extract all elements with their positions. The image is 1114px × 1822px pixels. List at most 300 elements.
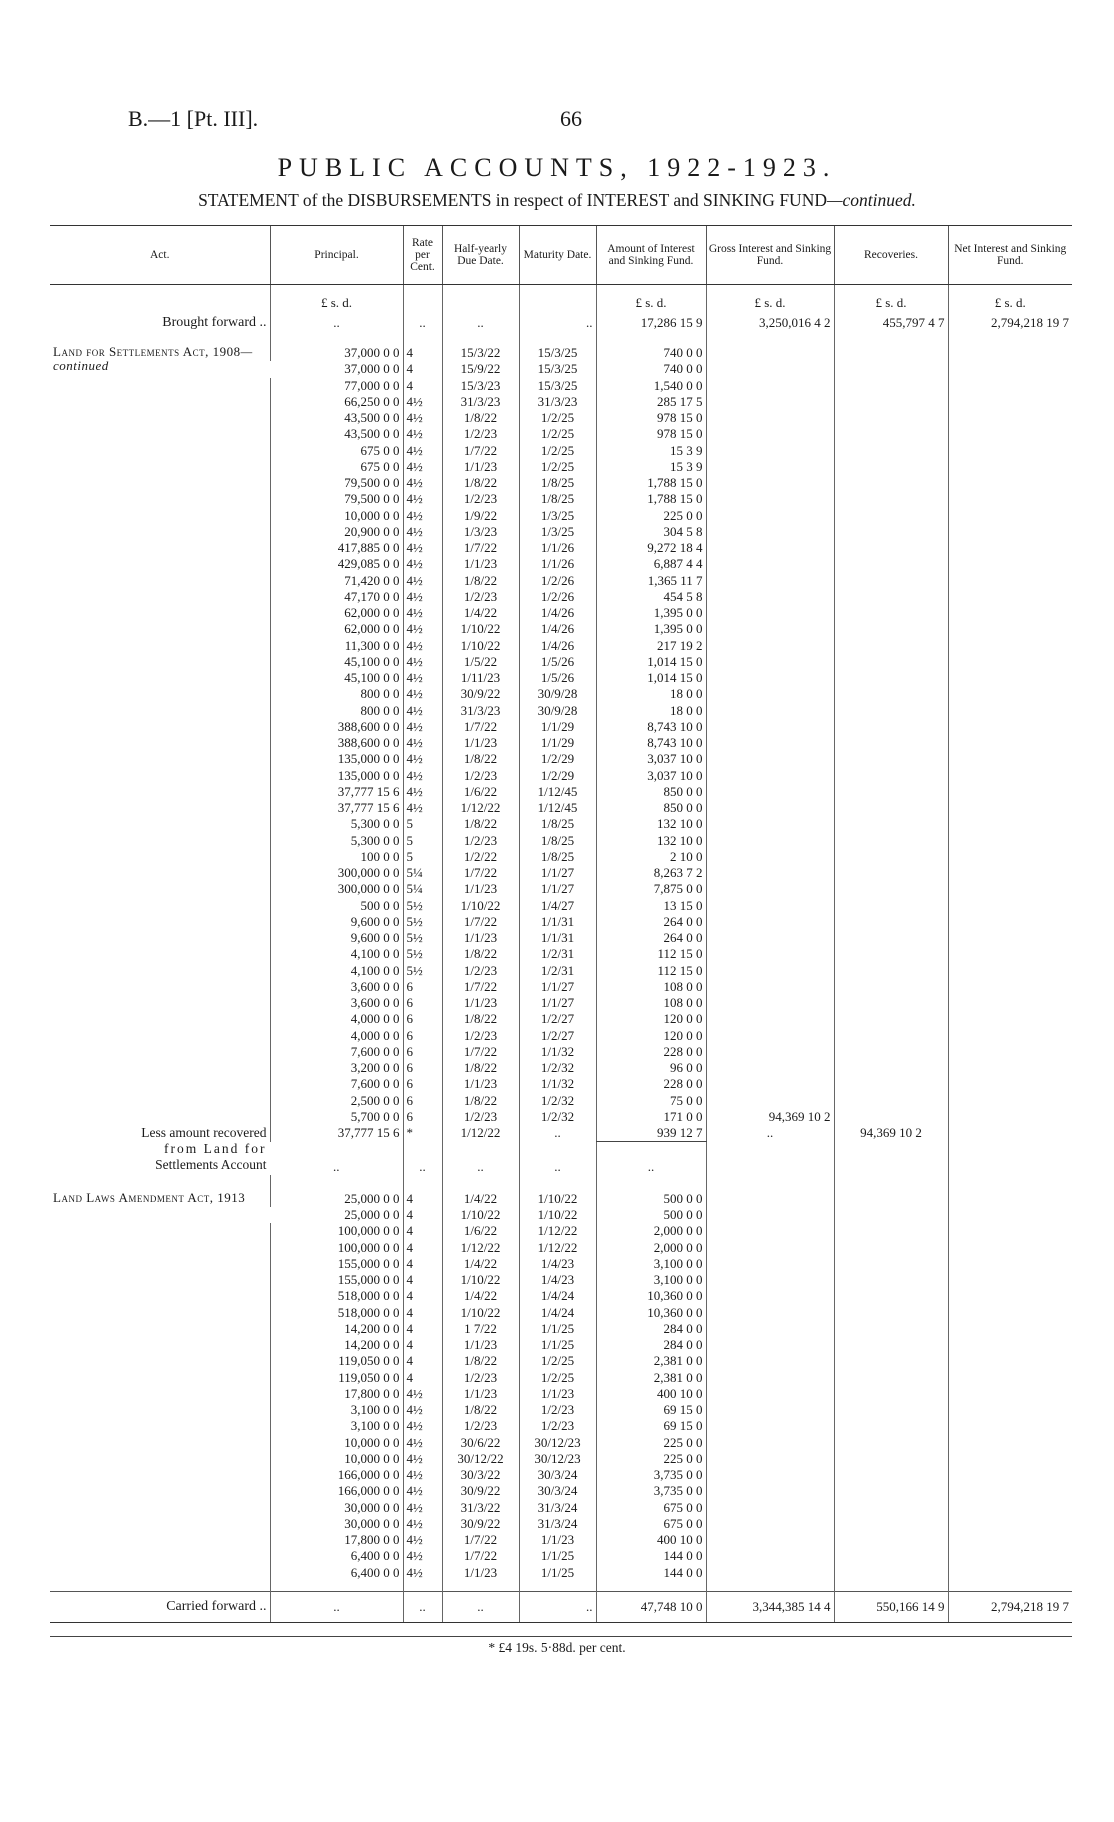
principal-cell: 675 0 0: [270, 443, 403, 459]
act-name-text: Land for Settlements Act, 1908: [53, 344, 241, 359]
table-row: [50, 459, 1072, 475]
principal-cell: 25,000 0 0: [270, 1191, 403, 1207]
table-row: [50, 735, 1072, 751]
amount-cell: 225 0 0: [596, 1451, 706, 1467]
rate-cell: 4½: [403, 1532, 442, 1548]
maturity-cell: 1/2/26: [519, 589, 596, 605]
rate-cell: 4½: [403, 459, 442, 475]
principal-cell: 37,777 15 6: [270, 800, 403, 816]
maturity-cell: 1/4/27: [519, 898, 596, 914]
table-row: [50, 1548, 1072, 1564]
half-yearly-cell: 1/2/23: [442, 1370, 519, 1386]
cf-half: ..: [442, 1591, 519, 1622]
amount-cell: 1,365 11 7: [596, 573, 706, 589]
half-yearly-cell: 1/7/22: [442, 1532, 519, 1548]
table-row: [50, 1402, 1072, 1418]
table-row: [50, 816, 1072, 832]
subtitle-continued: —continued.: [826, 190, 916, 210]
principal-cell: 43,500 0 0: [270, 410, 403, 426]
principal-cell: 4,000 0 0: [270, 1028, 403, 1044]
gross-subtotal: 94,369 10 2: [706, 1109, 834, 1125]
half-yearly-cell: 1/7/22: [442, 540, 519, 556]
half-yearly-cell: 1/10/22: [442, 638, 519, 654]
principal-cell: 3,600 0 0: [270, 979, 403, 995]
half-yearly-cell: 1/2/23: [442, 491, 519, 507]
amount-cell: 7,875 0 0: [596, 881, 706, 897]
maturity-cell: 1/1/26: [519, 556, 596, 572]
amount-cell: 1,014 15 0: [596, 670, 706, 686]
half-yearly-cell: 1/12/22: [442, 1240, 519, 1256]
subtitle-main: STATEMENT of the DISBURSEMENTS in respect of INTEREST and SINKING FUND: [198, 190, 827, 210]
half-yearly-cell: 1/11/23: [442, 670, 519, 686]
amount-cell: 75 0 0: [596, 1093, 706, 1109]
amount-cell: 3,735 0 0: [596, 1467, 706, 1483]
amount-cell: 2,381 0 0: [596, 1353, 706, 1369]
maturity-cell: 1/1/25: [519, 1548, 596, 1564]
less-gross: ..: [706, 1125, 834, 1142]
maturity-cell: 30/12/23: [519, 1451, 596, 1467]
rate-cell: 4½: [403, 589, 442, 605]
rate-cell: 4½: [403, 686, 442, 702]
table-row: [50, 394, 1072, 410]
principal-cell: 17,800 0 0: [270, 1386, 403, 1402]
bf-half: ..: [442, 313, 519, 335]
half-yearly-cell: 1/9/22: [442, 508, 519, 524]
page-subtitle: [0, 190, 1114, 211]
maturity-cell: 1/3/25: [519, 524, 596, 540]
principal-cell: 5,300 0 0: [270, 833, 403, 849]
bottom-rule: [50, 1636, 1072, 1637]
principal-cell: 14,200 0 0: [270, 1337, 403, 1353]
bf-maturity: ..: [519, 313, 596, 335]
rate-cell: 5¼: [403, 881, 442, 897]
principal-cell: 7,600 0 0: [270, 1044, 403, 1060]
rate-cell: 4½: [403, 1565, 442, 1581]
less-recovered-label: [50, 1125, 270, 1175]
maturity-cell: 1/2/26: [519, 573, 596, 589]
principal-cell: 37,777 15 6: [270, 784, 403, 800]
half-yearly-cell: 1/1/23: [442, 930, 519, 946]
rate-cell: 6: [403, 1093, 442, 1109]
maturity-cell: 1/2/27: [519, 1011, 596, 1027]
table-row: [50, 1256, 1072, 1272]
principal-cell: 675 0 0: [270, 459, 403, 475]
maturity-cell: 1/1/32: [519, 1076, 596, 1092]
principal-cell: 119,050 0 0: [270, 1353, 403, 1369]
amount-cell: 132 10 0: [596, 816, 706, 832]
principal-cell: 71,420 0 0: [270, 573, 403, 589]
half-yearly-cell: 15/3/22: [442, 345, 519, 361]
table-row: [50, 1223, 1072, 1239]
rate-cell: 5½: [403, 914, 442, 930]
principal-cell: 500 0 0: [270, 898, 403, 914]
table-row: [50, 946, 1072, 962]
units-net: £ s. d.: [948, 285, 1072, 314]
brought-forward-row: [50, 313, 1072, 335]
half-yearly-cell: 1/7/22: [442, 1548, 519, 1564]
table-row: [50, 1435, 1072, 1451]
maturity-cell: 1/2/25: [519, 426, 596, 442]
half-yearly-cell: 31/3/22: [442, 1500, 519, 1516]
amount-cell: 1,788 15 0: [596, 475, 706, 491]
rate-cell: 6: [403, 995, 442, 1011]
principal-cell: 518,000 0 0: [270, 1305, 403, 1321]
table-row: [50, 751, 1072, 767]
half-yearly-cell: 1/2/23: [442, 768, 519, 784]
half-yearly-cell: 31/3/23: [442, 394, 519, 410]
carried-forward-label: Carried forward ..: [50, 1591, 270, 1622]
bf-principal: ..: [270, 313, 403, 335]
rate-cell: 4½: [403, 654, 442, 670]
amount-cell: 285 17 5: [596, 394, 706, 410]
table-row: [50, 1093, 1072, 1109]
units-recoveries: £ s. d.: [834, 285, 948, 314]
principal-cell: 3,600 0 0: [270, 995, 403, 1011]
units-gross: £ s. d.: [706, 285, 834, 314]
less-recovered-text: from Land for: [164, 1141, 267, 1156]
maturity-cell: 31/3/23: [519, 394, 596, 410]
amount-cell: 120 0 0: [596, 1028, 706, 1044]
principal-cell: 10,000 0 0: [270, 1435, 403, 1451]
principal-cell: 62,000 0 0: [270, 605, 403, 621]
maturity-cell: 1/8/25: [519, 475, 596, 491]
table-row: [50, 1418, 1072, 1434]
table-row: [50, 410, 1072, 426]
maturity-cell: 1/4/23: [519, 1272, 596, 1288]
rate-cell: 4½: [403, 524, 442, 540]
maturity-cell: 1/2/32: [519, 1060, 596, 1076]
rate-cell: 4½: [403, 443, 442, 459]
amount-cell: 2,000 0 0: [596, 1223, 706, 1239]
half-yearly-cell: 30/9/22: [442, 1516, 519, 1532]
principal-cell: 7,600 0 0: [270, 1076, 403, 1092]
amount-cell: 1,395 0 0: [596, 621, 706, 637]
principal-cell: 388,600 0 0: [270, 719, 403, 735]
half-yearly-cell: 1/8/22: [442, 1011, 519, 1027]
rate-cell: 4½: [403, 1500, 442, 1516]
table-row: [50, 638, 1072, 654]
half-yearly-cell: 1/1/23: [442, 735, 519, 751]
principal-cell: 518,000 0 0: [270, 1288, 403, 1304]
half-yearly-cell: 1/1/23: [442, 1565, 519, 1581]
cf-maturity: ..: [519, 1591, 596, 1622]
table-row: [50, 1500, 1072, 1516]
rate-cell: 6: [403, 1011, 442, 1027]
bf-amount: 17,286 15 9: [596, 313, 706, 335]
cf-principal: ..: [270, 1591, 403, 1622]
amount-cell: 3,037 10 0: [596, 751, 706, 767]
half-yearly-cell: 1/1/23: [442, 1337, 519, 1353]
rate-cell: 4: [403, 1288, 442, 1304]
half-yearly-cell: 1/2/23: [442, 1109, 519, 1125]
table-row: [50, 849, 1072, 865]
maturity-cell: 1/1/25: [519, 1337, 596, 1353]
maturity-cell: 31/3/24: [519, 1516, 596, 1532]
half-yearly-cell: 1/2/23: [442, 1028, 519, 1044]
units-amount: £ s. d.: [596, 285, 706, 314]
table-row: [50, 768, 1072, 784]
half-yearly-cell: 1/8/22: [442, 573, 519, 589]
table-row: [50, 1191, 1072, 1207]
cf-gross: 3,344,385 14 4: [706, 1591, 834, 1622]
table-row: [50, 833, 1072, 849]
bf-rate: ..: [403, 313, 442, 335]
less-recoveries: 94,369 10 2: [834, 1125, 948, 1142]
col-header-gross: Gross Interest and Sinking Fund.: [706, 226, 834, 285]
maturity-cell: 1/2/25: [519, 443, 596, 459]
act-name-continued: —continued: [53, 344, 253, 373]
rate-cell: 4½: [403, 638, 442, 654]
principal-cell: 800 0 0: [270, 686, 403, 702]
maturity-cell: 1/5/26: [519, 670, 596, 686]
principal-cell: 9,600 0 0: [270, 914, 403, 930]
amount-cell: 69 15 0: [596, 1402, 706, 1418]
maturity-cell: 1/2/32: [519, 1093, 596, 1109]
maturity-cell: 1/4/24: [519, 1288, 596, 1304]
maturity-cell: 30/3/24: [519, 1467, 596, 1483]
maturity-cell: 1/1/27: [519, 865, 596, 881]
less-principal: 37,777 15 6: [270, 1125, 403, 1142]
principal-cell: 66,250 0 0: [270, 394, 403, 410]
rate-cell: 5½: [403, 946, 442, 962]
table-row: [50, 703, 1072, 719]
table-row: [50, 475, 1072, 491]
half-yearly-cell: 15/3/23: [442, 378, 519, 394]
table-row: [50, 1337, 1072, 1353]
rate-cell: 4½: [403, 573, 442, 589]
amount-cell: 69 15 0: [596, 1418, 706, 1434]
amount-cell: 6,887 4 4: [596, 556, 706, 572]
half-yearly-cell: 1/2/23: [442, 426, 519, 442]
half-yearly-cell: 1/4/22: [442, 605, 519, 621]
page-title: PUBLIC ACCOUNTS, 1922-1923.: [277, 153, 837, 182]
table-row: [50, 524, 1072, 540]
principal-cell: 135,000 0 0: [270, 751, 403, 767]
maturity-cell: 1/1/26: [519, 540, 596, 556]
half-yearly-cell: 30/9/22: [442, 1483, 519, 1499]
page-number: 66: [560, 106, 582, 131]
half-yearly-cell: 1/7/22: [442, 1044, 519, 1060]
principal-cell: 155,000 0 0: [270, 1256, 403, 1272]
rate-cell: 4½: [403, 768, 442, 784]
amount-cell: 15 3 9: [596, 443, 706, 459]
dots-cell: ..: [333, 1158, 340, 1174]
table-row: [50, 1076, 1072, 1092]
principal-cell: 30,000 0 0: [270, 1516, 403, 1532]
rate-cell: 4½: [403, 1386, 442, 1402]
principal-cell: 9,600 0 0: [270, 930, 403, 946]
half-yearly-cell: 1/5/22: [442, 654, 519, 670]
half-yearly-cell: 1/8/22: [442, 946, 519, 962]
maturity-cell: 1/10/22: [519, 1207, 596, 1223]
amount-cell: 13 15 0: [596, 898, 706, 914]
rate-cell: 4½: [403, 1435, 442, 1451]
maturity-cell: 30/9/28: [519, 686, 596, 702]
table-row: [50, 654, 1072, 670]
principal-cell: 6,400 0 0: [270, 1565, 403, 1581]
maturity-cell: 1/4/26: [519, 621, 596, 637]
amount-cell: 228 0 0: [596, 1076, 706, 1092]
rate-cell: 6: [403, 1044, 442, 1060]
rate-cell: 4: [403, 1240, 442, 1256]
half-yearly-cell: 1/7/22: [442, 719, 519, 735]
amount-cell: 740 0 0: [596, 345, 706, 361]
act-name: [50, 1191, 270, 1224]
principal-cell: 388,600 0 0: [270, 735, 403, 751]
half-yearly-cell: 1/4/22: [442, 1256, 519, 1272]
maturity-cell: 1/2/32: [519, 1109, 596, 1125]
principal-cell: 37,000 0 0: [344, 361, 400, 377]
half-yearly-cell: 1/2/22: [442, 849, 519, 865]
maturity-cell: 1/1/25: [519, 1321, 596, 1337]
half-yearly-cell: 1/10/22: [442, 898, 519, 914]
table-row: [50, 540, 1072, 556]
amount-cell: 10,360 0 0: [596, 1288, 706, 1304]
half-yearly-cell: 1 7/22: [442, 1321, 519, 1337]
col-header-net: Net Interest and Sinking Fund.: [948, 226, 1072, 285]
principal-cell: 119,050 0 0: [270, 1370, 403, 1386]
half-yearly-cell: 1/2/23: [442, 1418, 519, 1434]
document-reference: B.—1 [Pt. III].: [128, 106, 259, 131]
amount-cell: 112 15 0: [596, 963, 706, 979]
principal-cell: 5,300 0 0: [270, 816, 403, 832]
half-yearly-cell: 1/8/22: [442, 1060, 519, 1076]
principal-cell: 25,000 0 0: [344, 1207, 400, 1222]
less-half: 1/12/22: [442, 1125, 519, 1142]
table-row: [50, 1028, 1072, 1044]
principal-cell: 37,000 0 0: [270, 345, 403, 361]
table-row: [50, 914, 1072, 930]
less-maturity: ..: [519, 1125, 596, 1142]
rate-cell: 5½: [403, 963, 442, 979]
maturity-cell: 1/1/29: [519, 735, 596, 751]
amount-cell: 132 10 0: [596, 833, 706, 849]
principal-cell: 10,000 0 0: [270, 508, 403, 524]
principal-cell: 14,200 0 0: [270, 1321, 403, 1337]
half-yearly-cell: 1/2/23: [442, 589, 519, 605]
carried-forward-row: [50, 1591, 1072, 1622]
maturity-cell: 1/12/45: [519, 800, 596, 816]
maturity-cell: 1/2/29: [519, 751, 596, 767]
units-principal: £ s. d.: [270, 285, 403, 314]
half-yearly-cell: 1/8/22: [442, 1093, 519, 1109]
half-yearly-cell: 1/10/22: [442, 1207, 519, 1223]
rate-cell: 4½: [403, 605, 442, 621]
maturity-cell: 1/2/29: [519, 768, 596, 784]
amount-cell: 108 0 0: [596, 979, 706, 995]
bf-recoveries: 455,797 4 7: [834, 313, 948, 335]
principal-cell: 429,085 0 0: [270, 556, 403, 572]
rate-cell: 4: [403, 1370, 442, 1386]
principal-cell: 5,700 0 0: [270, 1109, 403, 1125]
rate-cell: 4½: [403, 735, 442, 751]
amount-cell: 217 19 2: [596, 638, 706, 654]
rate-cell: 4½: [403, 800, 442, 816]
maturity-cell: 1/1/25: [519, 1565, 596, 1581]
principal-cell: 417,885 0 0: [270, 540, 403, 556]
rate-cell: 4½: [403, 751, 442, 767]
rate-cell: 6: [403, 1076, 442, 1092]
amount-cell: 8,743 10 0: [596, 719, 706, 735]
rate-cell: 4: [403, 378, 442, 394]
half-yearly-cell: 1/1/23: [442, 1386, 519, 1402]
table-row: [50, 1044, 1072, 1060]
table-row: [50, 865, 1072, 881]
rate-cell: 5: [403, 849, 442, 865]
principal-cell: 800 0 0: [270, 703, 403, 719]
amount-cell: 850 0 0: [596, 800, 706, 816]
table-row: [50, 1353, 1072, 1369]
amount-cell: 112 15 0: [596, 946, 706, 962]
rate-cell: 4½: [403, 719, 442, 735]
table-row: [50, 1467, 1072, 1483]
principal-cell: 10,000 0 0: [270, 1451, 403, 1467]
rate-cell: 4½: [403, 426, 442, 442]
amount-cell: 1,395 0 0: [596, 605, 706, 621]
table-row: [50, 719, 1072, 735]
rate-cell: 4: [403, 361, 442, 377]
table-row: [50, 979, 1072, 995]
amount-cell: 850 0 0: [596, 784, 706, 800]
dots-cell: ..: [403, 1159, 442, 1175]
amount-cell: 284 0 0: [596, 1337, 706, 1353]
principal-cell: 17,800 0 0: [270, 1532, 403, 1548]
principal-cell: 11,300 0 0: [270, 638, 403, 654]
table-row: [50, 345, 1072, 361]
table-row: [50, 1109, 1072, 1125]
principal-cell: 43,500 0 0: [270, 426, 403, 442]
maturity-cell: 1/4/26: [519, 638, 596, 654]
half-yearly-cell: 30/3/22: [442, 1467, 519, 1483]
amount-cell: 978 15 0: [596, 426, 706, 442]
principal-cell: 100,000 0 0: [270, 1240, 403, 1256]
rate-cell: 5¼: [403, 865, 442, 881]
maturity-cell: 1/8/25: [519, 849, 596, 865]
table-row: [50, 1288, 1072, 1304]
half-yearly-cell: 1/4/22: [442, 1191, 519, 1207]
rate-cell: 4½: [403, 1451, 442, 1467]
maturity-cell: 1/2/31: [519, 946, 596, 962]
amount-cell: 264 0 0: [596, 914, 706, 930]
principal-cell: 135,000 0 0: [270, 768, 403, 784]
half-yearly-cell: 1/8/22: [442, 1353, 519, 1369]
amount-cell: 18 0 0: [596, 686, 706, 702]
principal-cell: 4,100 0 0: [270, 963, 403, 979]
rate-cell: 4: [403, 1191, 442, 1207]
half-yearly-cell: 1/7/22: [442, 979, 519, 995]
amount-cell: 144 0 0: [596, 1565, 706, 1581]
half-yearly-cell: 1/8/22: [442, 751, 519, 767]
principal-cell: 77,000 0 0: [270, 378, 403, 394]
table-row: [50, 898, 1072, 914]
principal-cell: 100 0 0: [270, 849, 403, 865]
amount-cell: 978 15 0: [596, 410, 706, 426]
amount-cell: 10,360 0 0: [596, 1305, 706, 1321]
amount-cell: 1,788 15 0: [596, 491, 706, 507]
amount-cell: 400 10 0: [596, 1532, 706, 1548]
rate-cell: 4½: [403, 1516, 442, 1532]
half-yearly-cell: 1/4/22: [442, 1288, 519, 1304]
amount-cell: 144 0 0: [596, 1548, 706, 1564]
rate-cell: 4½: [403, 556, 442, 572]
cf-recoveries: 550,166 14 9: [834, 1591, 948, 1622]
maturity-cell: 30/12/23: [519, 1435, 596, 1451]
amount-cell: 500 0 0: [596, 1191, 706, 1207]
maturity-cell: 1/1/23: [519, 1386, 596, 1402]
rate-cell: 4: [403, 1321, 442, 1337]
amount-cell: 2 10 0: [596, 849, 706, 865]
rate-cell: 4½: [403, 1548, 442, 1564]
